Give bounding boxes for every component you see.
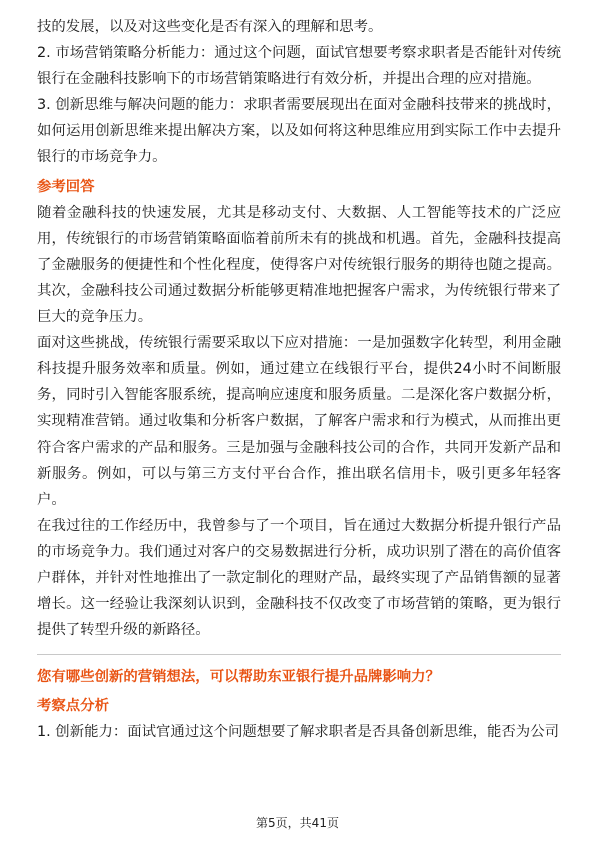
answer-paragraph-1: 随着金融科技的快速发展，尤其是移动支付、大数据、人工智能等技术的广泛应用，传统银行的市场营销策略面临着前所未有的挑战和机遇。首先，金融科技提高了金融服务的便捷性和个性化程度，使得客户对传统银行服务的期待也随之提高。其次，金融科技公司通过数据分析能够更精准地把握客户需求，为传统银行带来了巨大的竞争压力。: [37, 204, 561, 326]
intro-point-2: 2. 市场营销策略分析能力：通过这个问题，面试官想要考察求职者是否能针对传统银行在金融科技影响下的市场营销策略进行有效分析，并提出合理的应对措施。: [37, 45, 561, 88]
analysis-heading: 考察点分析: [37, 698, 109, 715]
intro-point-3: 3. 创新思维与解决问题的能力：求职者需要展现出在面对金融科技带来的挑战时，如何运用创新思维来提出解决方案，以及如何将这种思维应用到实际工作中去提升银行的市场竞争力。: [37, 97, 561, 166]
answer-paragraph-3: 在我过往的工作经历中，我曾参与了一个项目，旨在通过大数据分析提升银行产品的市场竞争力。我们通过对客户的交易数据进行分析，成功识别了潜在的高价值客户群体，并针对性地推出了一款定制化的理财产品，最终实现了产品销售额的显著增长。这一经验让我深刻认识到，金融科技不仅改变了市场营销的策略，更为银行提供了转型升级的新路径。: [37, 517, 561, 639]
answer-paragraph-2: 面对这些挑战，传统银行需要采取以下应对措施：一是加强数字化转型，利用金融科技提升服务效率和质量。例如，通过建立在线银行平台，提供24小时不间断服务，同时引入智能客服系统，提高响应速度和服务质量。二是深化客户数据分析，实现精准营销。通过收集和分析客户数据，了解客户需求和行为模式，从而推出更符合客户需求的产品和服务。三是加强与金融科技公司的合作，共同开发新产品和新服务。例如，可以与第三方支付平台合作，推出联名信用卡，吸引更多年轻客户。: [37, 335, 561, 508]
answer-heading: 参考回答: [37, 178, 95, 195]
section-divider: [37, 654, 561, 655]
page-content: [37, 14, 561, 746]
page-footer: 第5页，共41页: [256, 816, 339, 830]
analysis-point-1: 1. 创新能力：面试官通过这个问题想要了解求职者是否具备创新思维，能否为公司: [37, 724, 559, 741]
next-question: 您有哪些创新的营销想法，可以帮助东亚银行提升品牌影响力？: [37, 669, 440, 686]
intro-point-1: 技的发展，以及对这些变化是否有深入的理解和思考。: [37, 19, 383, 35]
